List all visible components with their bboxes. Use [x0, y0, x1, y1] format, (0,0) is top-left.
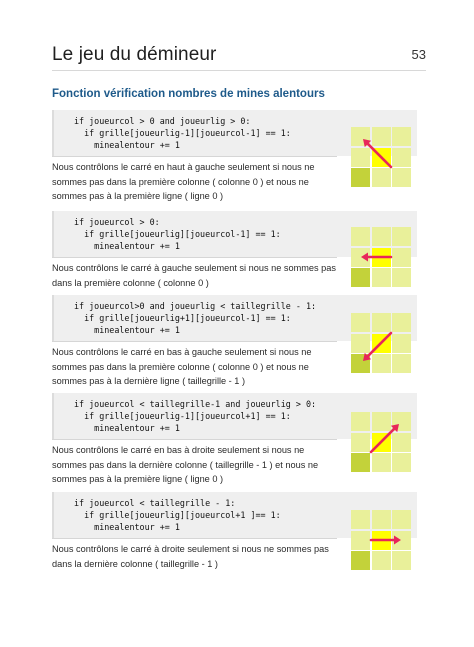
arrow-shaft [371, 429, 394, 452]
code-line: if grille[joueurlig+1][joueurcol-1] == 1: [74, 313, 291, 323]
direction-arrow-icon [351, 227, 411, 287]
header-divider [52, 70, 426, 71]
description-text: Nous contrôlons le carré en haut à gauche seulement si nous ne sommes pas dans la première colonne ( colonne 0 ) et nous ne sommes pas à la première ligne ( ligne 0 ) [52, 156, 337, 204]
code-line: minealentour += 1 [74, 241, 180, 251]
code-line: minealentour += 1 [74, 140, 180, 150]
description-text: Nous contrôlons le carré à droite seulement si nous ne sommes pas dans la dernière colonne ( taillegrille - 1 ) [52, 538, 337, 571]
description-text: Nous contrôlons le carré à gauche seulement si nous ne sommes pas dans la première colonne ( colonne 0 ) [52, 257, 337, 290]
code-line: minealentour += 1 [74, 423, 180, 433]
code-line: minealentour += 1 [74, 325, 180, 335]
direction-arrow-icon [351, 412, 411, 472]
arrow-head [394, 536, 401, 545]
arrow-shaft [368, 144, 391, 167]
code-line: if joueurcol < taillegrille-1 and joueurlig > 0: [74, 399, 317, 409]
code-line: minealentour += 1 [74, 522, 180, 532]
page-title: Le jeu du démineur [52, 44, 217, 65]
direction-arrow-icon [351, 127, 411, 187]
neighbor-grid-bottom-left [351, 313, 411, 373]
direction-arrow-icon [351, 510, 411, 570]
description-text: Nous contrôlons le carré en bas à droite seulement si nous ne sommes pas dans la dernière colonne ( taillegrille - 1 ) et nous ne sommes pas à la première ligne ( ligne 0 ) [52, 439, 337, 487]
arrow-shaft [368, 333, 391, 356]
section-title: Fonction vérification nombres de mines alentours [52, 88, 325, 100]
code-line: if joueurcol < taillegrille - 1: [74, 498, 236, 508]
direction-arrow-icon [351, 313, 411, 373]
code-line: if joueurcol > 0: [74, 217, 160, 227]
page-number: 53 [411, 47, 426, 62]
description-text: Nous contrôlons le carré en bas à gauche seulement si nous ne sommes pas dans la première colonne ( colonne 0 ) et nous ne sommes pas à la dernière ligne ( taillegrille - 1 ) [52, 341, 337, 389]
code-line: if grille[joueurlig-1][joueurcol+1] == 1: [74, 411, 291, 421]
neighbor-grid-left [351, 227, 411, 287]
arrow-head [361, 253, 368, 262]
neighbor-grid-top-right [351, 412, 411, 472]
code-line: if grille[joueurlig][joueurcol+1 ]== 1: [74, 510, 281, 520]
neighbor-grid-right [351, 510, 411, 570]
neighbor-grid-top-left [351, 127, 411, 187]
code-line: if joueurcol>0 and joueurlig < taillegrille - 1: [74, 301, 317, 311]
code-line: if joueurcol > 0 and joueurlig > 0: [74, 116, 251, 126]
code-line: if grille[joueurlig][joueurcol-1] == 1: [74, 229, 281, 239]
code-line: if grille[joueurlig-1][joueurcol-1] == 1: [74, 128, 291, 138]
